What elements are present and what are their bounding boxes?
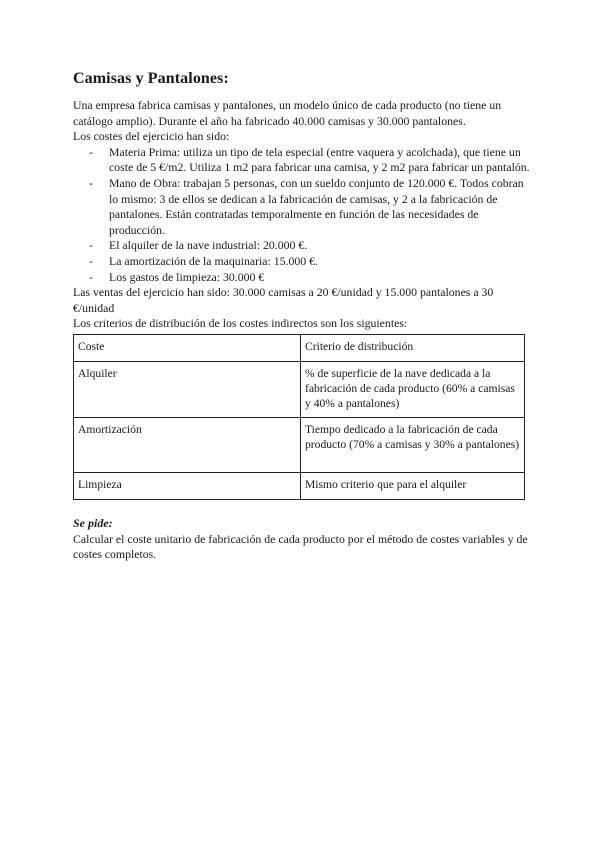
table-header-cell: Criterio de distribución	[301, 334, 525, 361]
table-row	[74, 361, 525, 417]
document-page	[73, 70, 533, 563]
cost-item-text: Materia Prima: utiliza un tipo de tela especial (entre vaquera y acolchada), que tiene un coste de 5 €/m2. Utiliza 1 m2 para fabricar una camisa, y 2 m2 para fabricar un pantalón.	[109, 144, 530, 175]
cost-item-text: El alquiler de la nave industrial: 20.000 €.	[109, 238, 308, 253]
list-dash: -	[89, 269, 93, 284]
table-header-row	[74, 334, 525, 361]
table-cell: Mismo criterio que para el alquiler	[301, 472, 525, 499]
cost-item-raw-material	[73, 145, 533, 176]
table-cell: Limpieza	[74, 472, 301, 499]
table-cell: Tiempo dedicado a la fabricación de cada producto (70% a camisas y 30% a pantalones)	[301, 417, 525, 472]
table-cell: Amortización	[74, 417, 301, 472]
cost-item-text: La amortización de la maquinaria: 15.000 €.	[109, 253, 318, 268]
se-pide-heading: Se pide:	[73, 515, 113, 530]
cost-item-depreciation	[73, 254, 533, 270]
document-title: Camisas y Pantalones:	[73, 70, 229, 87]
sales-paragraph: Las ventas del ejercicio han sido: 30.000 camisas a 20 €/unidad y 15.000 pantalones a 30 €/unidad	[73, 285, 494, 315]
task-paragraph: Calcular el coste unitario de fabricación de cada producto por el método de costes variables y de costes completos.	[73, 531, 528, 562]
cost-item-rent	[73, 238, 533, 254]
intro-paragraph: Una empresa fabrica camisas y pantalones, un modelo único de cada producto (no tiene un catálogo amplio). Durante el año ha fabricado 40.000 camisas y 30.000 pantalones.	[73, 98, 502, 128]
list-dash: -	[89, 144, 93, 159]
cost-item-cleaning	[73, 270, 533, 286]
list-dash: -	[89, 175, 93, 190]
cost-item-text: Mano de Obra: trabajan 5 personas, con un sueldo conjunto de 120.000 €. Todos cobran lo mismo: 3 de ellos se dedican a la fabricación de camisas, y 2 a la fabricación de pantalones. Están contratadas temporalmente en función de las necesidades de producción.	[109, 175, 524, 237]
table-header-cell: Coste	[74, 334, 301, 361]
cost-item-text: Los gastos de limpieza: 30.000 €	[109, 269, 265, 284]
table-row	[74, 417, 525, 472]
criteria-table	[73, 334, 525, 500]
costs-heading: Los costes del ejercicio han sido:	[73, 129, 230, 144]
table-row	[74, 472, 525, 499]
cost-item-labor	[73, 176, 533, 238]
table-cell: Alquiler	[74, 361, 301, 417]
table-cell: % de superficie de la nave dedicada a la fabricación de cada producto (60% a camisas y 40% a pantalones)	[301, 361, 525, 417]
list-dash: -	[89, 253, 93, 268]
list-dash: -	[89, 238, 93, 253]
cost-list	[73, 145, 533, 285]
criteria-intro: Los criterios de distribución de los costes indirectos son los siguientes:	[73, 316, 408, 331]
